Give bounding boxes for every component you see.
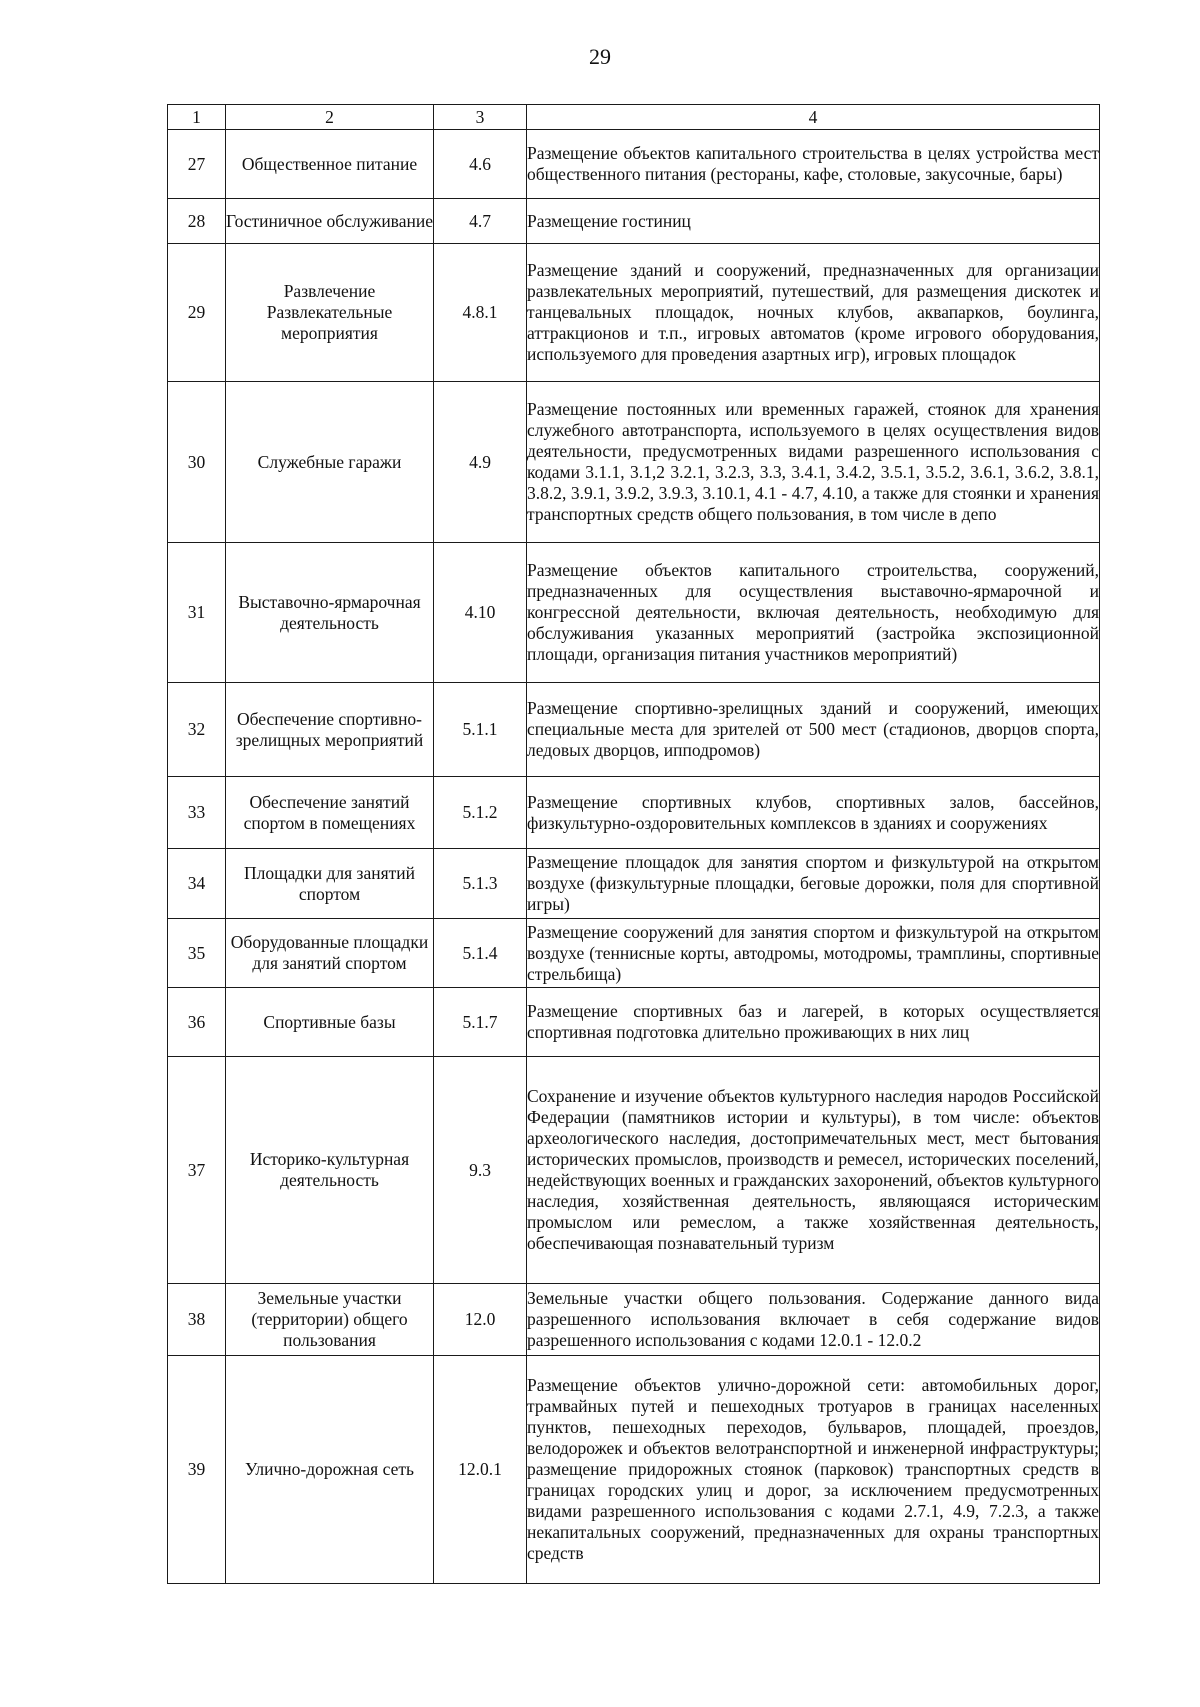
table-row <box>168 919 1100 988</box>
table-row <box>168 1356 1100 1584</box>
use-type-name: Земельные участки (территории) общего пользования <box>226 1284 434 1356</box>
column-header: 1 <box>168 105 226 130</box>
column-header: 3 <box>434 105 527 130</box>
use-type-name: Гостиничное обслуживание <box>226 199 434 244</box>
use-type-code: 5.1.1 <box>434 683 527 777</box>
use-type-code: 5.1.2 <box>434 777 527 849</box>
row-number: 27 <box>168 130 226 199</box>
table-row <box>168 1284 1100 1356</box>
table-row <box>168 382 1100 543</box>
row-number: 38 <box>168 1284 226 1356</box>
use-type-name: Историко-культурная деятельность <box>226 1057 434 1284</box>
table-row <box>168 683 1100 777</box>
use-type-description: Размещение площадок для занятия спортом и физкультурой на открытом воздухе (физкультурные площадки, беговые дорожки, поля для спортивной игры) <box>527 849 1100 919</box>
row-number: 30 <box>168 382 226 543</box>
use-type-description: Размещение сооружений для занятия спортом и физкультурой на открытом воздухе (теннисные корты, автодромы, мотодромы, трамплины, спортивные стрельбища) <box>527 919 1100 988</box>
use-type-code: 4.9 <box>434 382 527 543</box>
table-row <box>168 199 1100 244</box>
table-row <box>168 988 1100 1057</box>
row-number: 29 <box>168 244 226 382</box>
use-type-code: 9.3 <box>434 1057 527 1284</box>
use-type-name: Оборудованные площадки для занятий спортом <box>226 919 434 988</box>
use-type-description: Размещение зданий и сооружений, предназначенных для организации развлекательных мероприятий, путешествий, для размещения дискотек и танцевальных площадок, ночных клубов, аквапарков, боулинга, аттракционов и т.п., игровых автоматов (кроме игрового оборудования, используемого для проведения азартных игр), игровых площадок <box>527 244 1100 382</box>
land-use-table <box>167 104 1100 1584</box>
page-number: 29 <box>589 44 611 69</box>
use-type-description: Размещение объектов капитального строительства, сооружений, предназначенных для осуществления выставочно-ярмарочной и конгрессной деятельности, включая деятельность, необходимую для обслуживания указанных мероприятий (застройка экспозиционной площади, организация питания участников мероприятий) <box>527 543 1100 683</box>
use-type-description: Размещение объектов улично-дорожной сети: автомобильных дорог, трамвайных путей и пешеходных тротуаров в границах населенных пунктов, пешеходных переходов, бульваров, площадей, проездов, велодорожек и объектов велотранспортной и инженерной инфраструктуры; размещение придорожных стоянок (парковок) транспортных средств в границах городских улиц и дорог, за исключением предусмотренных видами разрешенного использования с кодами 2.7.1, 4.9, 7.2.3, а также некапитальных сооружений, предназначенных для охраны транспортных средств <box>527 1356 1100 1584</box>
row-number: 39 <box>168 1356 226 1584</box>
use-type-code: 4.7 <box>434 199 527 244</box>
row-number: 34 <box>168 849 226 919</box>
table-row <box>168 543 1100 683</box>
use-type-code: 12.0.1 <box>434 1356 527 1584</box>
use-type-description: Сохранение и изучение объектов культурного наследия народов Российской Федерации (памятников истории и культуры), в том числе: объектов археологического наследия, достопримечательных мест, мест бытования исторических промыслов, производств и ремесел, исторических поселений, недействующих военных и гражданских захоронений, объектов культурного наследия, хозяйственная деятельность, являющаяся историческим промыслом или ремеслом, а также хозяйственная деятельность, обеспечивающая познавательный туризм <box>527 1057 1100 1284</box>
row-number: 28 <box>168 199 226 244</box>
use-type-description: Размещение спортивно-зрелищных зданий и сооружений, имеющих специальные места для зрителей от 500 мест (стадионов, дворцов спорта, ледовых дворцов, ипподромов) <box>527 683 1100 777</box>
use-type-code: 4.6 <box>434 130 527 199</box>
use-type-description: Размещение объектов капитального строительства в целях устройства мест общественного питания (рестораны, кафе, столовые, закусочные, бары) <box>527 130 1100 199</box>
use-type-code: 5.1.4 <box>434 919 527 988</box>
use-type-description: Размещение спортивных клубов, спортивных залов, бассейнов, физкультурно-оздоровительных комплексов в зданиях и сооружениях <box>527 777 1100 849</box>
table-row <box>168 849 1100 919</box>
row-number: 35 <box>168 919 226 988</box>
row-number: 33 <box>168 777 226 849</box>
table-header-row <box>168 105 1100 130</box>
use-type-name: Служебные гаражи <box>226 382 434 543</box>
use-type-name: Спортивные базы <box>226 988 434 1057</box>
table-row <box>168 130 1100 199</box>
use-type-code: 4.8.1 <box>434 244 527 382</box>
table-row <box>168 244 1100 382</box>
use-type-description: Размещение гостиниц <box>527 199 1100 244</box>
use-type-code: 5.1.7 <box>434 988 527 1057</box>
row-number: 32 <box>168 683 226 777</box>
column-header: 2 <box>226 105 434 130</box>
column-header: 4 <box>527 105 1100 130</box>
use-type-description: Земельные участки общего пользования. Содержание данного вида разрешенного использования включает в себя содержание видов разрешенного использования с кодами 12.0.1 - 12.0.2 <box>527 1284 1100 1356</box>
use-type-code: 12.0 <box>434 1284 527 1356</box>
row-number: 37 <box>168 1057 226 1284</box>
use-type-name: Площадки для занятий спортом <box>226 849 434 919</box>
use-type-name: Развлечение Развлекательные мероприятия <box>226 244 434 382</box>
table-row <box>168 1057 1100 1284</box>
use-type-description: Размещение спортивных баз и лагерей, в которых осуществляется спортивная подготовка длительно проживающих в них лиц <box>527 988 1100 1057</box>
use-type-description: Размещение постоянных или временных гаражей, стоянок для хранения служебного автотранспорта, используемого в целях осуществления видов деятельности, предусмотренных видами разрешенного использования с кодами 3.1.1, 3.1,2 3.2.1, 3.2.3, 3.3, 3.4.1, 3.4.2, 3.5.1, 3.5.2, 3.6.1, 3.6.2, 3.8.1, 3.8.2, 3.9.1, 3.9.2, 3.9.3, 3.10.1, 4.1 - 4.7, 4.10, а также для стоянки и хранения транспортных средств общего пользования, в том числе в депо <box>527 382 1100 543</box>
row-number: 31 <box>168 543 226 683</box>
use-type-name: Улично-дорожная сеть <box>226 1356 434 1584</box>
use-type-code: 5.1.3 <box>434 849 527 919</box>
row-number: 36 <box>168 988 226 1057</box>
use-type-name: Общественное питание <box>226 130 434 199</box>
use-type-code: 4.10 <box>434 543 527 683</box>
use-type-name: Выставочно-ярмарочная деятельность <box>226 543 434 683</box>
table-row <box>168 777 1100 849</box>
use-type-name: Обеспечение занятий спортом в помещениях <box>226 777 434 849</box>
use-type-name: Обеспечение спортивно-зрелищных мероприятий <box>226 683 434 777</box>
